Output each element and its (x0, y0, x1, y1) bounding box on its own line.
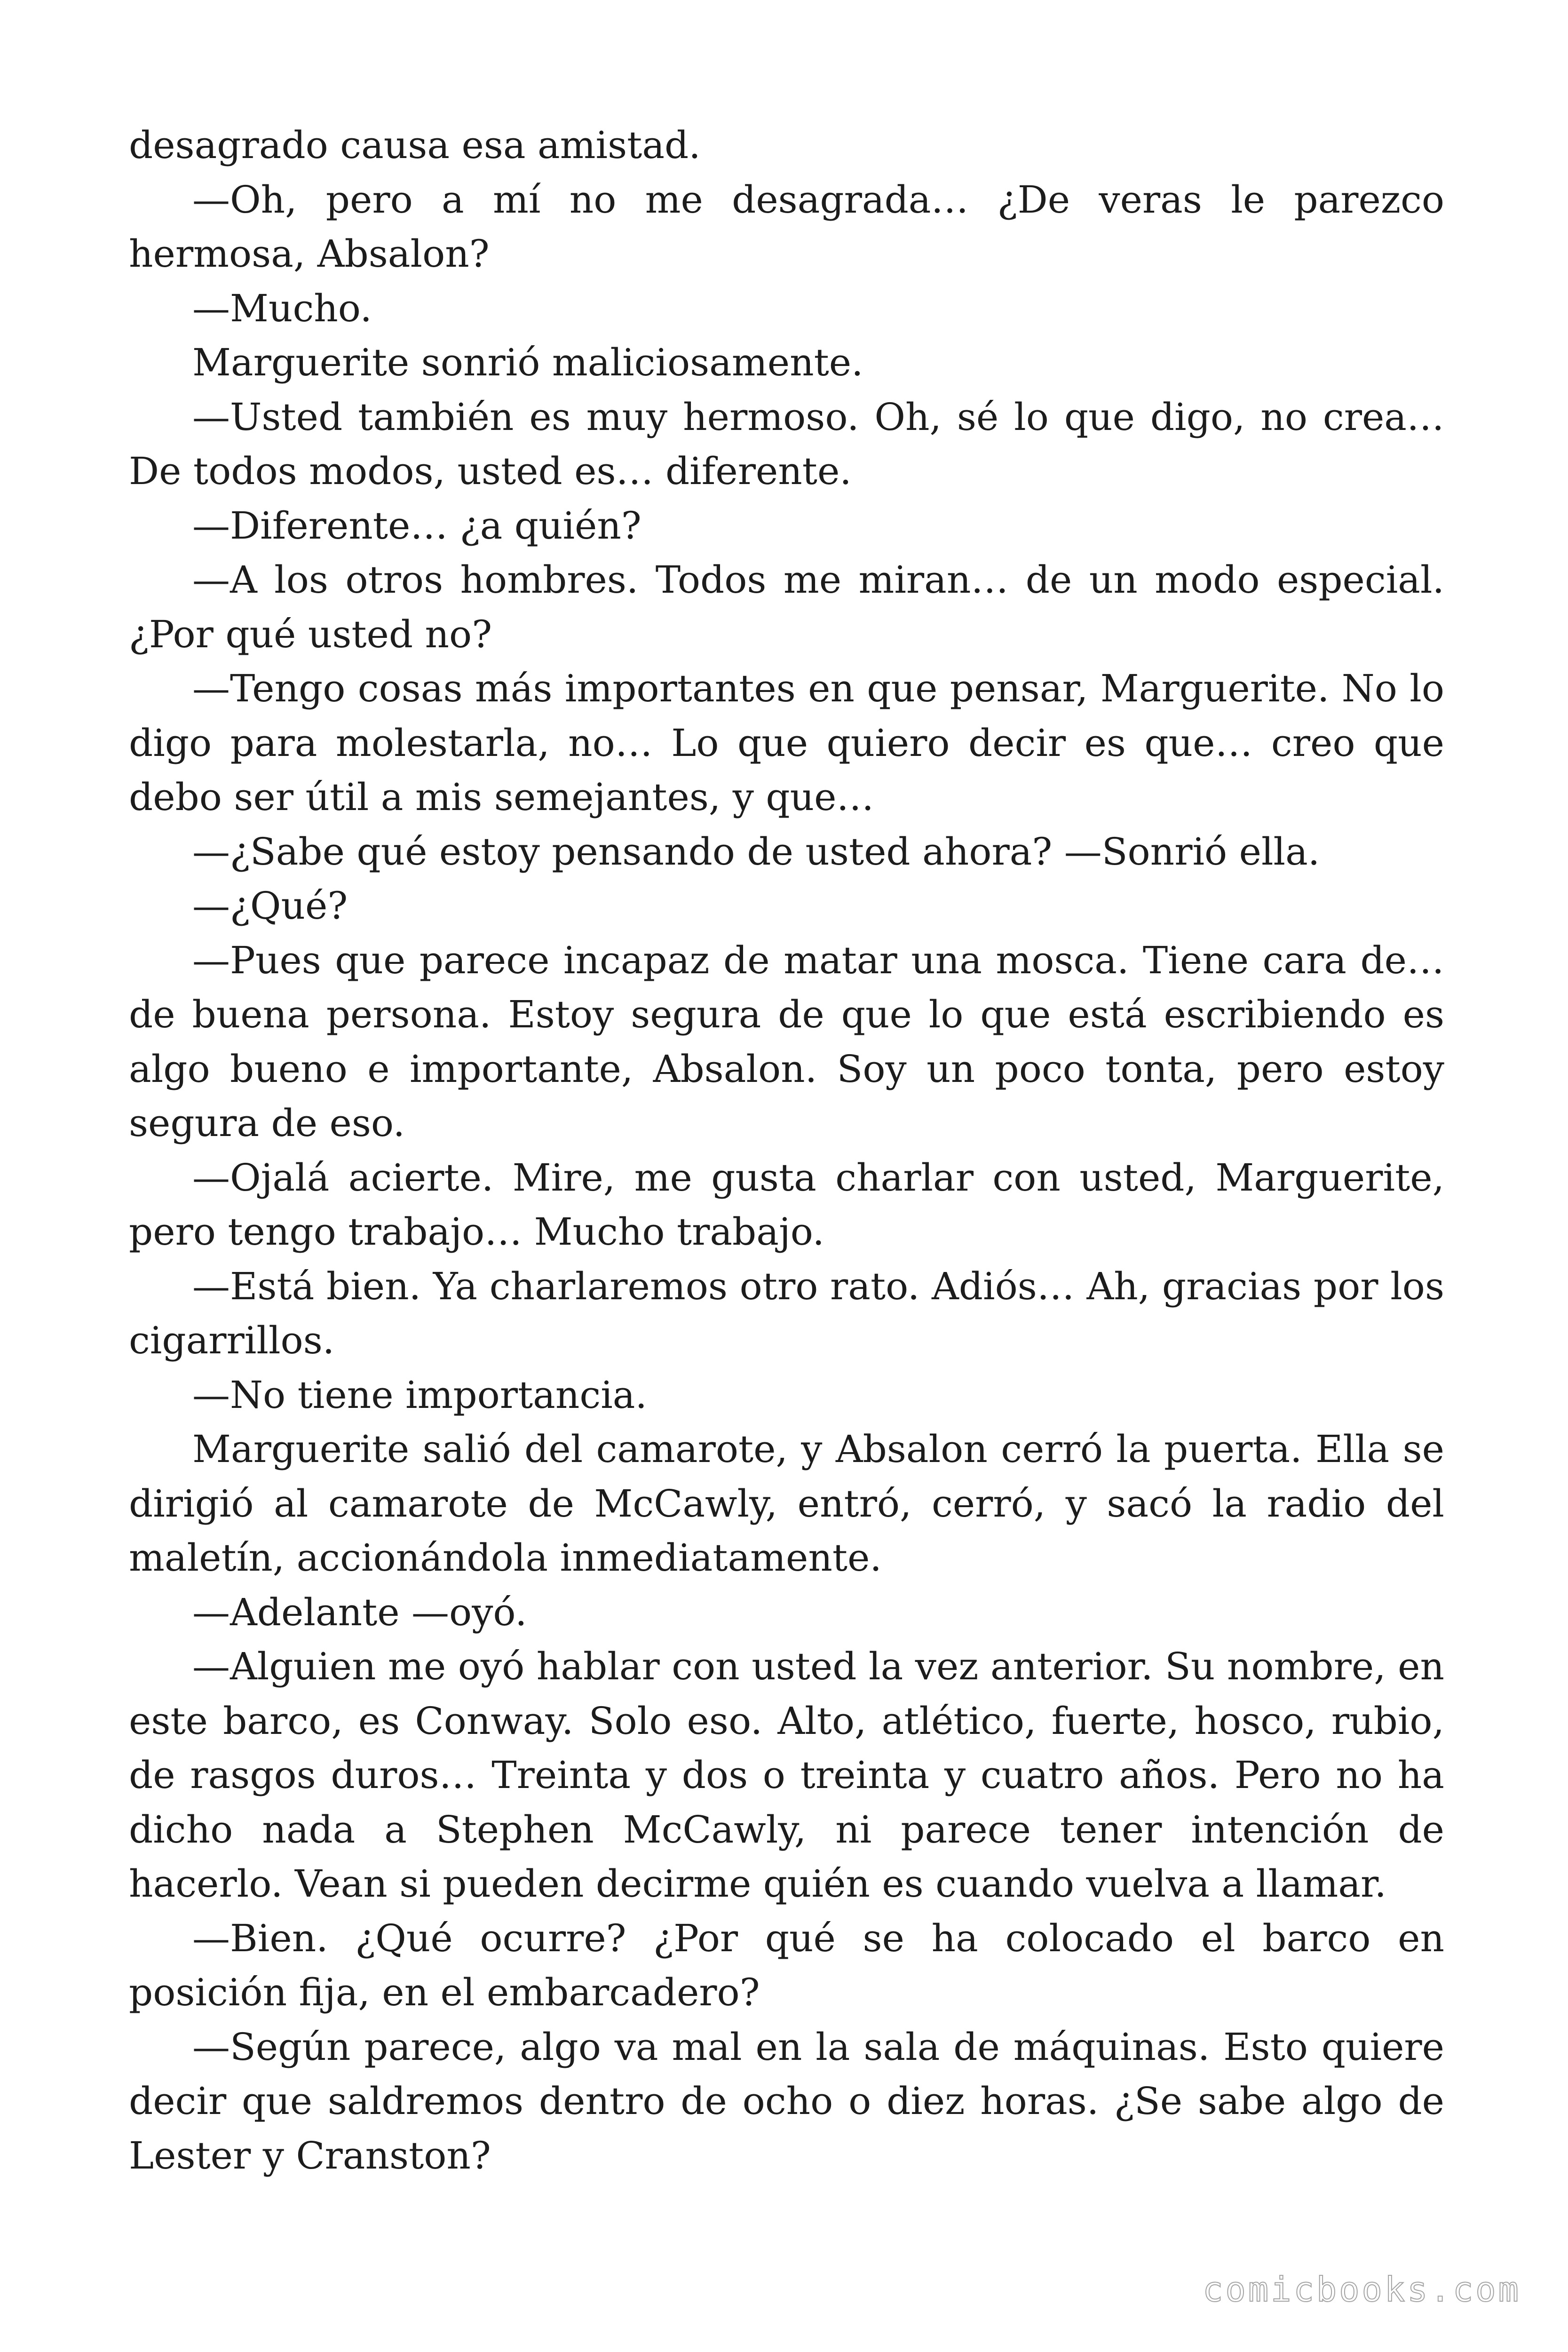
paragraph: —Oh, pero a mí no me desagrada… ¿De veras le parezco hermosa, Absalon? (129, 177, 1444, 276)
paragraph: —A los otros hombres. Todos me miran… de un modo especial. ¿Por qué usted no? (129, 558, 1444, 656)
paragraph: —Pues que parece incapaz de matar una mosca. Tiene cara de… de buena persona. Estoy segura de que lo que está escribiendo es algo bueno e importante, Absalon. Soy un poco tonta, pero estoy segura de eso. (129, 938, 1444, 1145)
paragraph: —Usted también es muy hermoso. Oh, sé lo que digo, no crea… De todos modos, usted es… diferente. (129, 395, 1444, 493)
book-page-text (129, 118, 1444, 2183)
paragraph: —Mucho. (192, 286, 372, 330)
paragraph: —¿Qué? (192, 884, 348, 928)
paragraph: —Tengo cosas más importantes en que pensar, Marguerite. No lo digo para molestarla, no… Lo que quiero decir es que… creo que debo ser útil a mis semejantes, y que… (129, 667, 1444, 819)
paragraph: desagrado causa esa amistad. (129, 123, 701, 167)
paragraph: —¿Sabe qué estoy pensando de usted ahora? —Sonrió ella. (192, 829, 1320, 874)
paragraph: Marguerite sonrió maliciosamente. (192, 341, 863, 384)
paragraph: —Según parece, algo va mal en la sala de máquinas. Esto quiere decir que saldremos dentro de ocho o diez horas. ¿Se sabe algo de Lester y Cranston? (129, 2025, 1444, 2177)
paragraph: —Alguien me oyó hablar con usted la vez anterior. Su nombre, en este barco, es Conway. Solo eso. Alto, atlético, fuerte, hosco, rubio, de rasgos duros… Treinta y dos o treinta y cuatro años. Pero no ha dicho nada a Stephen McCawly, ni parece tener intención de hacerlo. Vean si pueden decirme quién es cuando vuelva a llamar. (129, 1645, 1444, 1906)
watermark: comicbooks.com (1203, 2270, 1521, 2309)
paragraph: —No tiene importancia. (192, 1373, 647, 1417)
paragraph: —Diferente… ¿a quién? (192, 503, 641, 548)
paragraph: —Bien. ¿Qué ocurre? ¿Por qué se ha colocado el barco en posición fija, en el embarcadero? (129, 1916, 1444, 2014)
paragraph: —Está bien. Ya charlaremos otro rato. Adiós… Ah, gracias por los cigarrillos. (129, 1264, 1444, 1362)
paragraph: —Ojalá acierte. Mire, me gusta charlar con usted, Marguerite, pero tengo trabajo… Mucho trabajo. (129, 1155, 1444, 1254)
paragraph: —Adelante —oyó. (192, 1590, 527, 1634)
paragraph: Marguerite salió del camarote, y Absalon cerró la puerta. Ella se dirigió al camarote de McCawly, entró, cerró, y sacó la radio del maletín, accionándola inmediatamente. (129, 1427, 1444, 1580)
